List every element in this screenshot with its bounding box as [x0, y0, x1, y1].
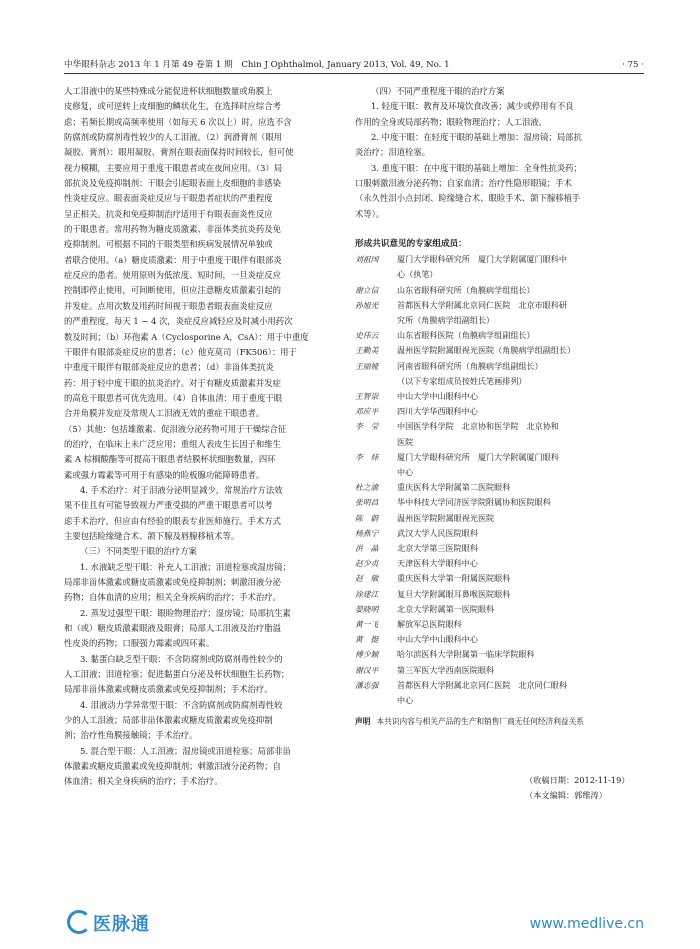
expert-affiliation: 华中科技大学同济医学院附属协和医院眼科	[397, 497, 551, 508]
text-line: 合并角膜并发症及常规人工泪液无效的重症干眼患者。	[64, 408, 265, 419]
expert-name: 王勤美	[355, 346, 379, 356]
expert-row	[355, 404, 644, 419]
text-line: 皮修复，或可逆转上皮细胞的鳞状化生，在选择时应综合考	[64, 101, 281, 112]
expert-affiliation: 厦门大学眼科研究所 厦门大学附属厦门眼科	[397, 451, 559, 462]
expert-row	[355, 480, 644, 495]
expert-name: 刘祖国	[355, 255, 379, 265]
text-line: 性皮炎的药物；口服强力霉素或四环素。	[64, 638, 215, 649]
left_column-paragraph	[64, 606, 343, 652]
expert-row	[355, 343, 644, 358]
left_column-paragraph	[64, 483, 343, 544]
text-line: 口服刺激泪液分泌药物；自家血清；治疗性隐形眼镜；手术	[355, 178, 572, 189]
expert-row	[355, 602, 644, 617]
expert-affiliation: 医院	[397, 436, 414, 447]
right_column-paragraph	[355, 84, 644, 99]
expert-row	[355, 617, 644, 632]
editor-note: （本文编辑：郭维涛）	[525, 790, 607, 800]
text-line: 5. 混合型干眼：人工泪液；湿房镜或泪道栓塞；局部非甾	[80, 745, 291, 756]
expert-name	[355, 313, 397, 328]
left_column-paragraph	[64, 560, 343, 606]
text-line: 人工泪液；泪道栓塞；促进黏蛋白分泌及杯状细胞生长药物；	[64, 669, 290, 680]
expert-row	[355, 678, 644, 693]
declaration-label: 声明	[355, 717, 371, 727]
expert-name: 潘志强	[355, 680, 379, 690]
expert-row	[355, 252, 644, 267]
text-line: （三）不同类型干眼的治疗方案	[80, 546, 197, 557]
expert-name	[355, 693, 397, 708]
expert-name: 黄 挺	[355, 635, 379, 645]
expert-affiliation: 哈尔滨医科大学附属第一临床学院眼科	[397, 649, 535, 660]
text-line: 虑手术治疗，但应由有经验的眼表专业医师施行。手术方式	[64, 515, 281, 526]
text-line: 药物；自体血清的应用；相关全身疾病的治疗；手术治疗。	[64, 592, 281, 603]
expert-row	[355, 389, 644, 404]
text-line: 凝胶、膏剂）：眼用凝胶、膏剂在眼表面保持时间较长，但可使	[64, 147, 294, 158]
text-line: 少的人工泪液；局部非甾体激素或糖皮质激素或免疫抑制	[64, 715, 273, 726]
left_column-paragraph	[64, 544, 343, 559]
expert-row	[355, 283, 644, 298]
expert-row-continued	[355, 693, 644, 708]
text-line: 中重度干眼伴有眼部炎症反应的患者；（d）非甾体类抗炎	[64, 362, 274, 373]
expert-row	[355, 632, 644, 647]
expert-row	[355, 450, 644, 465]
expert-name: 洪 晶	[355, 543, 379, 553]
expert-name: 晏晓明	[355, 604, 379, 614]
journal-citation: 中华眼科杂志 2013 年 1 月第 49 卷第 1 期 Chin J Ophthalmol, January 2013, Vol. 49, No. 1	[64, 60, 450, 70]
text-line: 作用的全身或局部药物；眼睑物理治疗；人工泪液。	[355, 116, 547, 127]
expert-affiliation: 河南省眼科研究所（角膜病学组副组长）	[397, 360, 543, 371]
text-line: 局部非甾体激素或糖皮质激素或免疫抑制剂；刺激泪液分泌	[64, 577, 281, 587]
expert-affiliation: 心（执笔）	[397, 269, 438, 280]
expert-affiliation: 中心	[397, 694, 414, 705]
treatment-by-severity	[355, 84, 644, 222]
expert-list	[355, 252, 644, 708]
text-line: 3. 黏蛋白缺乏型干眼：不含防腐剂或防腐剂毒性较少的	[80, 653, 283, 664]
expert-row-continued	[355, 267, 644, 282]
text-line: 控制即停止使用，可间断使用，但应注意糖皮质激素引起的	[64, 285, 281, 296]
expert-name: 王智崇	[355, 391, 379, 401]
text-line: 视力模糊，主要应用于重度干眼患者或在夜间应用。（3）局	[64, 162, 283, 173]
text-line: 体血清；相关全身疾病的治疗；手术治疗。	[64, 776, 223, 787]
text-line: 呈正相关。抗炎和免疫抑制治疗适用于有眼表面炎性反应	[64, 208, 273, 219]
running-header	[64, 58, 644, 72]
expert-affiliation: 重庆医科大学第一附属医院眼科	[397, 573, 511, 584]
text-line: 术等）。	[355, 208, 385, 219]
expert-name: 谢立信	[355, 285, 379, 295]
text-line: （5）其他：包括雄激素、促泪液分泌药物可用于干燥综合征	[64, 423, 287, 434]
text-line: 的高危干眼患者可优先选用。（4）自体血清：用于重度干眼	[64, 392, 283, 403]
expert-name: 孙旭光	[355, 300, 379, 310]
text-line: 果不佳且有可能导致视力严重受损的严重干眼患者可以考	[64, 500, 273, 511]
expert-affiliation: 北京大学附属第一医院眼科	[397, 603, 495, 614]
left_column-paragraph	[64, 84, 343, 483]
expert-row	[355, 647, 644, 662]
expert-name: 李 莹	[355, 422, 379, 432]
expert-affiliation: 首都医科大学附属北京同仁医院 北京市眼科研	[397, 299, 567, 310]
expert-name: 陈 蔚	[355, 513, 379, 523]
expert-row-continued	[355, 374, 644, 389]
expert-affiliation: 中山大学中山眼科中心	[397, 390, 478, 401]
expert-affiliation: 四川大学华西眼科中心	[397, 406, 478, 417]
expert-affiliation: 中心	[397, 466, 414, 477]
expert-name: 史伟云	[355, 331, 379, 341]
right_column-paragraph	[355, 99, 644, 130]
expert-row	[355, 328, 644, 343]
expert-affiliation: 天津医科大学眼科中心	[397, 558, 478, 569]
expert-affiliation: （以下专家组成员按姓氏笔画排列）	[397, 375, 527, 386]
text-line: 4. 手术治疗：对于泪液分泌明显减少，常规治疗方法效	[80, 484, 283, 495]
expert-row	[355, 541, 644, 556]
expert-name: 赵少贞	[355, 559, 379, 569]
right_column-paragraph	[355, 130, 644, 161]
expert-name	[355, 465, 397, 480]
expert-row	[355, 511, 644, 526]
expert-affiliation: 温州医学院附属眼视光医院	[397, 512, 495, 523]
text-line: 的干眼患者。常用药物为糖皮质激素、非甾体类抗炎药及免	[64, 224, 281, 235]
text-line: （永久性泪小点封闭、睑缘缝合术、眼睑手术、颌下腺移植手	[355, 193, 581, 204]
text-line: 并发症。点用次数及用药时间视干眼患者眼表面炎症反应	[64, 300, 273, 311]
expert-affiliation: 中山大学中山眼科中心	[397, 634, 478, 645]
expert-affiliation: 复旦大学附属眼耳鼻喉医院眼科	[397, 588, 511, 599]
expert-name: 王丽娅	[355, 361, 379, 371]
expert-row	[355, 298, 644, 313]
text-line: 2. 蒸发过强型干眼：眼睑物理治疗；湿房镜；局部抗生素	[80, 607, 291, 618]
text-line: 性炎症反应。眼表面炎症反应与干眼患者症状的严重程度	[64, 193, 273, 204]
expert-affiliation: 重庆医科大学附属第二医院眼科	[397, 482, 511, 493]
expert-row	[355, 587, 644, 602]
logo-ring-icon	[67, 910, 91, 934]
received-date: （收稿日期：2012-11-19）	[525, 775, 630, 785]
expert-row	[355, 663, 644, 678]
site-url[interactable]: www.medlive.cn	[529, 916, 644, 932]
text-line: 体激素或糖皮质激素或免疫抑制剂；刺激泪液分泌药物；自	[64, 761, 281, 772]
text-line: 干眼伴有眼部炎症反应的患者；（c）他克莫司（FK506）：用于	[64, 346, 297, 357]
text-line: 和（或）糖皮质激素眼液及眼膏；局部人工泪液及治疗脂溢	[64, 623, 281, 634]
text-line: 素 A 棕榈酸酯等可提高干眼患者结膜杯状细胞数量，四环	[64, 454, 276, 465]
expert-affiliation: 首都医科大学附属北京同仁医院 北京同仁眼科	[397, 679, 567, 690]
text-line: 主要包括睑缘缝合术、颌下腺及唇腺移植术等。	[64, 530, 240, 541]
expert-name: 杨燕宁	[355, 528, 379, 538]
expert-name	[355, 374, 397, 389]
text-line: 4. 泪液动力学异常型干眼：不含防腐剂或防腐剂毒性较	[80, 699, 283, 710]
text-line: 剂；治疗性角膜接触镜；手术治疗。	[64, 730, 198, 741]
text-line: 炎治疗；泪道栓塞。	[355, 147, 431, 158]
expert-affiliation: 武汉大学人民医院眼科	[397, 527, 478, 538]
text-line: 3. 重度干眼：在中度干眼的基础上增加：全身性抗炎药；	[371, 162, 582, 173]
expert-row	[355, 359, 644, 374]
expert-name: 李 炜	[355, 452, 379, 462]
logo-text: 医脉通	[93, 914, 150, 935]
right-column	[355, 84, 644, 729]
expert-row-continued	[355, 313, 644, 328]
header-rule	[64, 73, 644, 74]
expert-row-continued	[355, 435, 644, 450]
expert-name: 杜之渝	[355, 483, 379, 493]
expert-name: 黄一飞	[355, 619, 379, 629]
text-line: （四）不同严重程度干眼的治疗方案	[371, 86, 505, 96]
expert-name	[355, 267, 397, 282]
page-number: · 75 ·	[622, 60, 644, 70]
text-line: 1. 水液缺乏型干眼：补充人工泪液；泪道栓塞或湿房镜；	[80, 561, 291, 572]
expert-name: 赵 敏	[355, 574, 379, 584]
expert-affiliation: 解放军总医院眼科	[397, 618, 462, 629]
expert-affiliation: 山东省眼科医院（角膜病学组副组长）	[397, 330, 535, 341]
expert-affiliation: 北京大学第三医院眼科	[397, 542, 478, 553]
declaration	[355, 715, 644, 729]
expert-affiliation: 山东省眼科研究所（角膜病学组组长）	[397, 284, 535, 295]
text-line: 1. 轻度干眼：教育及环境饮食改善；减少或停用有不良	[371, 101, 574, 112]
expert-affiliation: 究所（角膜病学组副组长）	[397, 314, 495, 325]
expert-name: 张明昌	[355, 498, 379, 508]
text-line: 的治疗，在临床上未广泛应用；重组人表皮生长因子和维生	[64, 438, 281, 449]
text-line: 局部非甾体激素或糖皮质激素或免疫抑制剂；手术治疗。	[64, 684, 273, 695]
left_column-paragraph	[64, 744, 343, 790]
expert-name: 傅少颖	[355, 650, 379, 660]
expert-affiliation: 厦门大学眼科研究所 厦门大学附属厦门眼科中	[397, 254, 567, 265]
expert-row	[355, 571, 644, 586]
expert-name	[355, 435, 397, 450]
expert-name: 徐建江	[355, 589, 379, 599]
text-line: 症反应的患者。使用原则为低浓度、短时间，一旦炎症反应	[64, 270, 281, 281]
left_column-paragraph	[64, 652, 343, 698]
experts-heading: 形成共识意见的专家组成员：	[355, 239, 467, 250]
text-line: 人工泪液中的某些特殊成分能促进杯状细胞数量或角膜上	[64, 86, 273, 96]
text-line: 素或强力霉素等可用于有感染的睑板腺功能障碍患者。	[64, 469, 265, 480]
expert-affiliation: 中国医学科学院 北京协和医学院 北京协和	[397, 421, 559, 432]
expert-affiliation: 第三军医大学西南医院眼科	[397, 664, 495, 675]
text-line: 部抗炎及免疫抑制剂：干眼会引起眼表面上皮细胞的非感染	[64, 178, 281, 189]
expert-row	[355, 526, 644, 541]
medlive-logo[interactable]	[67, 910, 150, 936]
expert-row-continued	[355, 465, 644, 480]
text-line: 2. 中度干眼：在轻度干眼的基础上增加：湿房镜；局部抗	[371, 132, 582, 143]
left_column-paragraph	[64, 698, 343, 744]
expert-name: 谢汉平	[355, 665, 379, 675]
expert-affiliation: 温州医学院附属眼视光医院（角膜病学组副组长）	[397, 345, 576, 356]
text-line: 药：用于轻中度干眼的抗炎治疗。对于有糖皮质激素并发症	[64, 377, 281, 388]
expert-row	[355, 556, 644, 571]
text-line: 虑；若频长期或高频率使用（如每天 6 次以上）时，应选不含	[64, 116, 292, 127]
text-line: 疫抑制剂。可根据不同的干眼类型和疾病发展情况单独或	[64, 239, 273, 250]
expert-row	[355, 495, 644, 510]
text-line: 数及时间；（b）环孢素 A（Cyclosporine A，CsA）：用于中重度	[64, 331, 309, 342]
text-line: 的严重程度，每天 1 ~ 4 次，炎症反应减轻应及时减小用药次	[64, 316, 293, 327]
expert-name: 邓应平	[355, 407, 379, 417]
text-line: 防腐剂或防腐剂毒性较少的人工泪液。（2）润滑膏剂（眼用	[64, 132, 283, 143]
declaration-text: 本共识内容与相关产品的生产和销售厂商无任何经济利益关系	[376, 717, 584, 727]
article-dates	[355, 773, 644, 803]
right_column-paragraph	[355, 161, 644, 222]
text-line: 者联合使用。（a）糖皮质激素：用于中重度干眼伴有眼部炎	[64, 254, 282, 265]
expert-row	[355, 419, 644, 434]
left-column	[64, 84, 343, 790]
